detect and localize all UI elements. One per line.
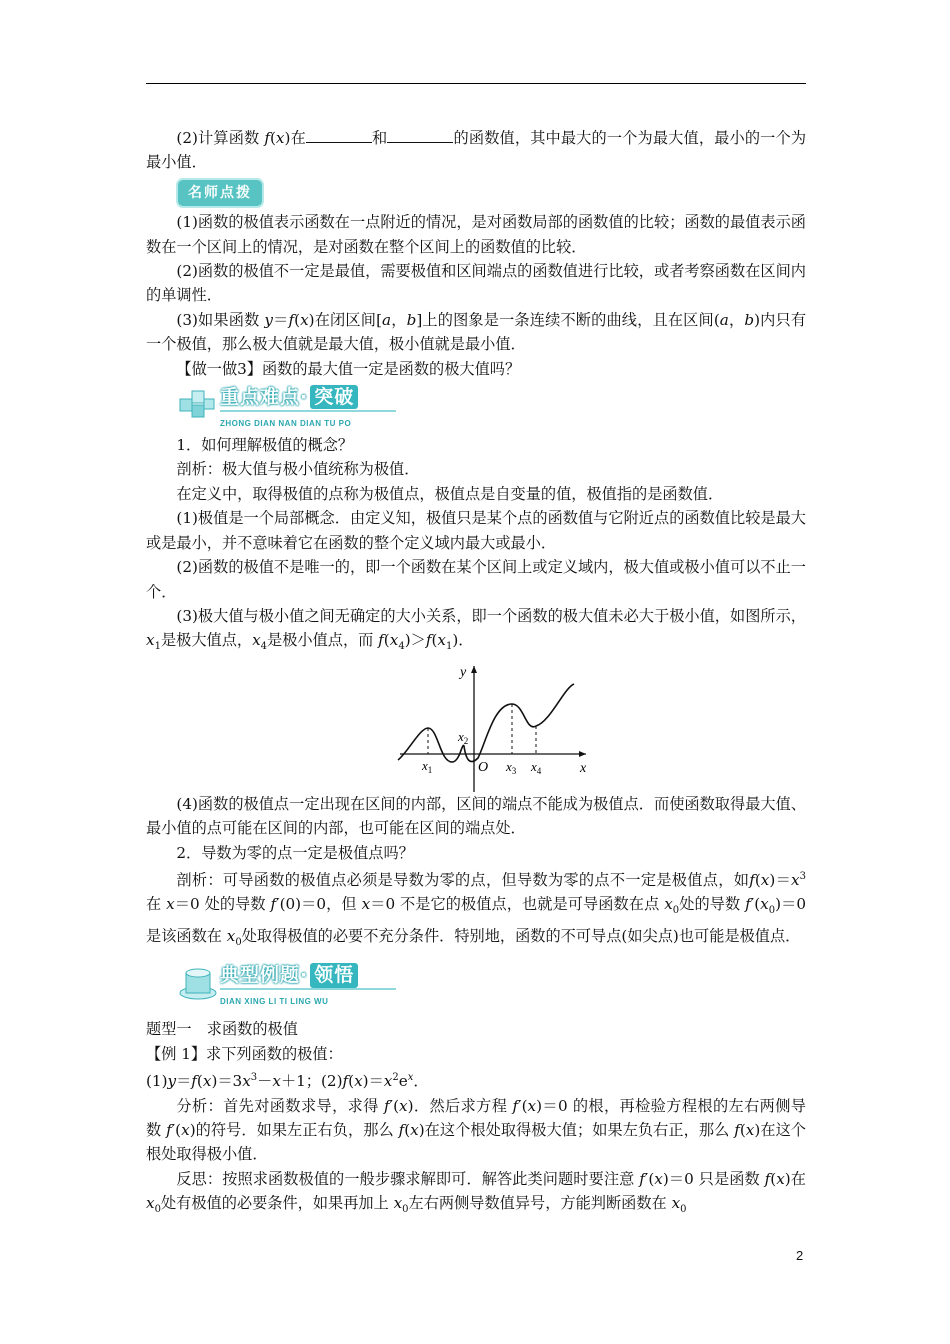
banner-pinyin: ZHONG DIAN NAN DIAN TU PO [220,419,352,429]
page-number: 2 [796,1248,804,1263]
y-label: y [460,664,467,680]
function-curve [398,684,574,762]
analysis-6: (4)函数的极值点一定出现在区间的内部，区间的端点不能成为极值点．而使函数取得最大值、最小值的点可能在区间的内部，也可能在区间的端点处． [146,794,806,838]
section-banner-examples [176,961,396,1007]
cup-icon [176,963,220,1003]
extremum-graph [394,662,594,792]
analysis-example: 分析：首先对函数求导，求得 f′(x)．然后求方程 f′(x)＝0 的根，再检验方程根的左右两侧导数 f′(x)的符号．如果左正右负，那么 f(x)在这个根处取得极大值；如果左负右正，那么 f(x)在这个根处取得极小值． [146,1096,806,1164]
header-rule [146,83,806,84]
x-label: x [580,760,587,776]
fill-blank [306,128,372,143]
type-heading: 题型一 求函数的极值 [146,1020,298,1039]
tip-2: (2)函数的极值不一定是最值，需要极值和区间端点的函数值进行比较，或者考察函数在区间内的单调性． [146,262,806,305]
example-1-items: $(1)y=f(x)=3x^3-x+1$；$(2)f(x)=x^2e^x$． [146,1072,429,1091]
paragraph-step2: (2)计算函数 f(x)在 和 的函数值，其中最大的一个为最大值，最小的一个为最小值． [146,129,807,172]
example-1: 【例 1】求下列函数的极值： [146,1044,343,1063]
fill-blank [387,128,453,143]
teacher-tip-badge: 名师点拨 [176,178,264,208]
analysis-2: 在定义中，取得极值的点称为极值点，极值点是自变量的值，极值指的是函数值． [176,484,724,503]
analysis-3: (1)极值是一个局部概念．由定义知，极值只是某个点的函数值与它附近点的函数值比较是最大或是最小，并不意味着它在函数的整个定义域内最大或最小． [146,509,806,552]
x3-label: $x_3$ [506,758,517,776]
banner-pinyin: DIAN XING LI TI LING WU [220,997,329,1007]
tip-1: (1)函数的极值表示函数在一点附近的情况，是对函数局部的函数值的比较；函数的最值表示函数在一个区间上的情况，是对函数在整个区间上的函数值的比较． [146,213,806,256]
banner-title: 典型例题· 领悟 [220,963,358,987]
x2-label: $x_2$ [458,728,469,746]
cubes-icon [176,385,220,425]
reflection: 反思：按照求函数极值的一般步骤求解即可．解答此类问题时要注意 f′(x)＝0 只是函数 f(x)在 $x_0$处有极值的必要条件，如果再加上 $x_0$左右两侧导数值异号，方能判断函数在 $x_0$ [146,1169,806,1216]
section-banner-key-points [176,383,396,429]
analysis-5: (3)极大值与极小值之间无确定的大小关系，即一个函数的极大值未必大于极小值，如图所示，$x_1$是极大值点，$x_4$是极小值点，而 $f(x_4)>f(x_1)$． [146,606,806,653]
x-axis-arrow [579,751,586,757]
try-it-3: 【做一做3】函数的最大值一定是函数的极大值吗？ [176,359,521,378]
x4-label: $x_4$ [531,758,542,776]
analysis-q2: 剖析：可导函数的极值点必须是导数为零的点，但导数为零的点不一定是极值点，如$f(x)=x^3$在 x＝0 处的导数 f′(0)＝0，但 x＝0 不是它的极值点，也就是可导函数在点 $x_0$处的导数 $f'(x_0)=0$ 是该函数在 $x_0$处取得极值的必要不充分条件．特别地，函数的不可导点(如尖点)也可能是极值点． [146,870,807,948]
banner-title: 重点难点· 突破 [220,385,358,409]
x1-label: $x_1$ [422,757,433,775]
question-2: 2．导数为零的点一定是极值点吗？ [176,843,414,862]
tip-3: (3)如果函数 y＝f(x)在闭区间[a，b]上的图象是一条连续不断的曲线，且在区间(a，b)内只有一个极值，那么极大值就是最大值，极小值就是最小值． [146,310,807,354]
origin-label: O [478,759,489,775]
y-axis-arrow [471,666,477,673]
analysis-1: 剖析：极大值与极小值统称为极值． [176,460,420,479]
question-1: 1．如何理解极值的概念？ [176,436,354,455]
document-body [146,126,806,1223]
analysis-4: (2)函数的极值不是唯一的，即一个函数在某个区间上或定义域内，极大值或极小值可以不止一个． [146,558,806,601]
